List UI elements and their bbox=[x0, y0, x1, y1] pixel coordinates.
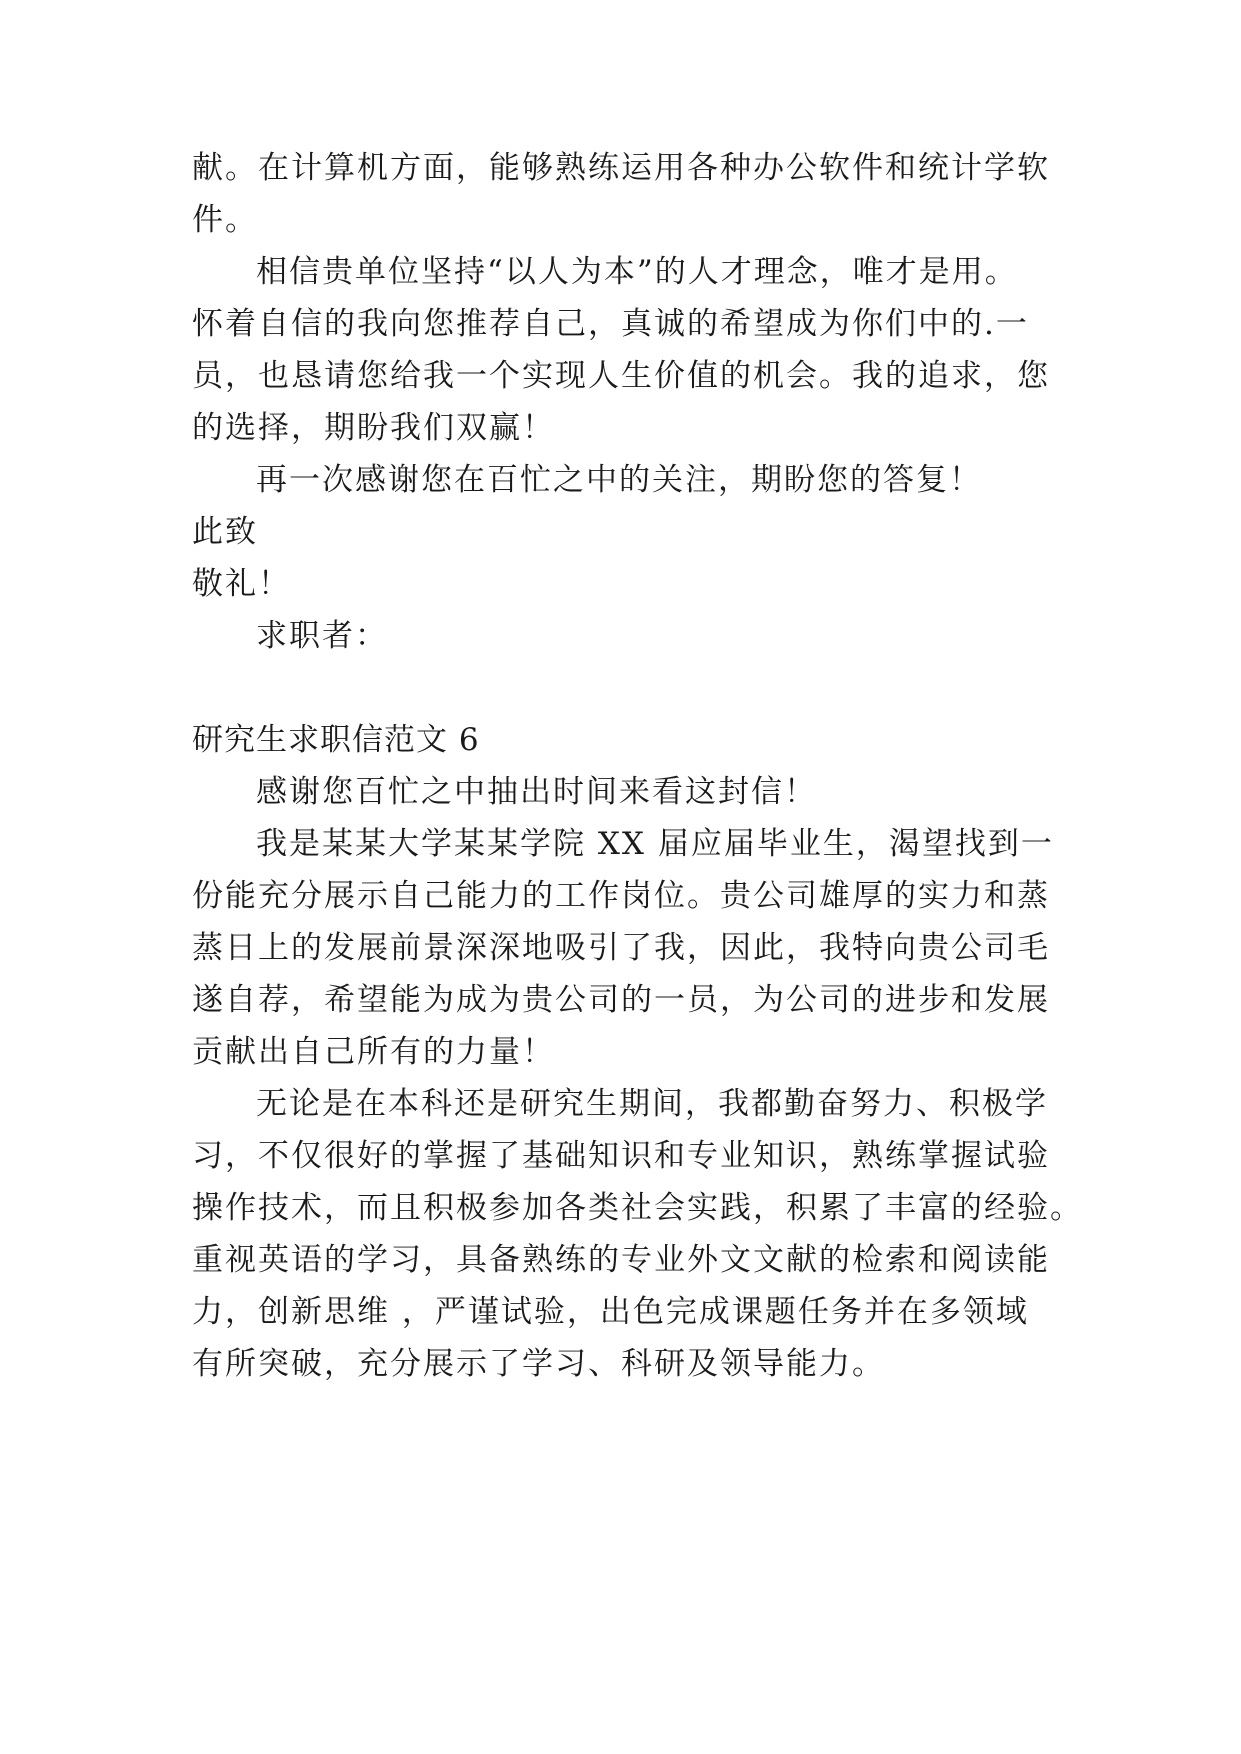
closing-salutation: 此致 bbox=[192, 514, 258, 550]
signature-label: 求职者： bbox=[256, 618, 388, 654]
paragraph-line: 怀着自信的我向您推荐自己，真诚的希望成为你们中的.一 bbox=[192, 306, 1029, 342]
paragraph-line: 操作技术，而且积极参加各类社会实践，积累了丰富的经验。 bbox=[192, 1190, 1083, 1226]
paragraph-line: 相信贵单位坚持“以人为本”的人才理念，唯才是用。 bbox=[256, 254, 1018, 290]
closing-regards: 敬礼！ bbox=[192, 566, 291, 602]
paragraph-line: 遂自荐，希望能为成为贵公司的一员，为公司的进步和发展 bbox=[192, 982, 1050, 1018]
paragraph-line: 习，不仅很好的掌握了基础知识和专业知识，熟练掌握试验 bbox=[192, 1138, 1050, 1174]
continuation-line: 件。 bbox=[192, 202, 258, 238]
paragraph-line: 我是某某大学某某学院 XX 届应届毕业生，渴望找到一 bbox=[256, 826, 1054, 862]
paragraph-line: 贡献出自己所有的力量！ bbox=[192, 1034, 555, 1070]
continuation-line: 献。在计算机方面，能够熟练运用各种办公软件和统计学软 bbox=[192, 150, 1050, 186]
paragraph-line: 重视英语的学习，具备熟练的专业外文文献的检索和阅读能 bbox=[192, 1242, 1050, 1278]
paragraph-line: 份能充分展示自己能力的工作岗位。贵公司雄厚的实力和蒸 bbox=[192, 878, 1050, 914]
paragraph-line: 感谢您百忙之中抽出时间来看这封信！ bbox=[256, 774, 817, 810]
paragraph-line: 员，也恳请您给我一个实现人生价值的机会。我的追求，您 bbox=[192, 358, 1050, 394]
section-title: 研究生求职信范文 6 bbox=[192, 722, 480, 758]
paragraph-line: 无论是在本科还是研究生期间，我都勤奋努力、积极学 bbox=[256, 1086, 1048, 1122]
paragraph-line: 力，创新思维 ，严谨试验，出色完成课题任务并在多领域 bbox=[192, 1294, 1029, 1330]
thanks-line: 再一次感谢您在百忙之中的关注，期盼您的答复！ bbox=[256, 462, 982, 498]
paragraph-line: 的选择，期盼我们双赢！ bbox=[192, 410, 555, 446]
paragraph-line: 有所突破，充分展示了学习、科研及领导能力。 bbox=[192, 1346, 885, 1382]
paragraph-line: 蒸日上的发展前景深深地吸引了我，因此，我特向贵公司毛 bbox=[192, 930, 1050, 966]
